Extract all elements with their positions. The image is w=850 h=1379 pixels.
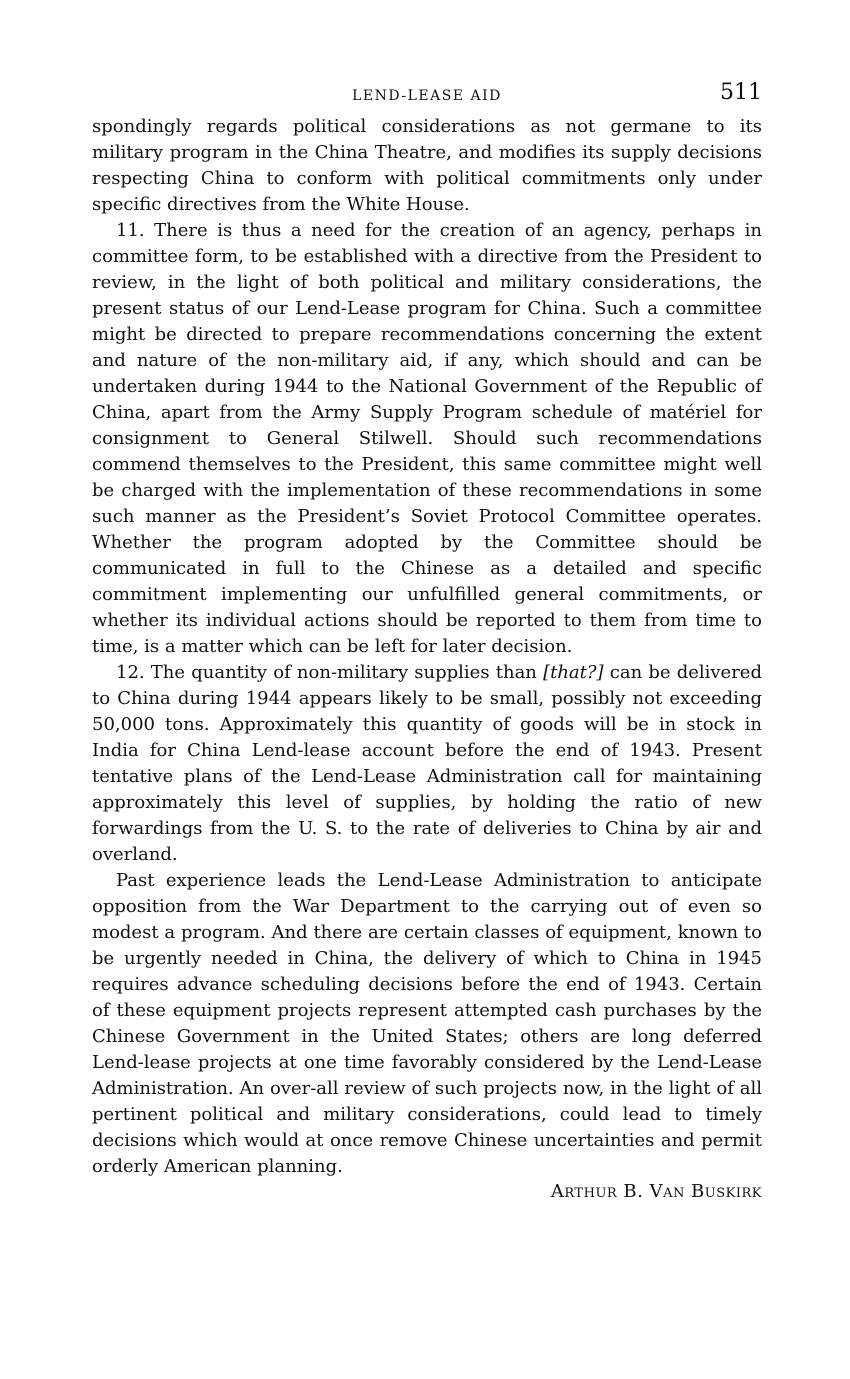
paragraph-12	[92, 660, 762, 868]
document-page	[92, 80, 762, 1204]
author-signature: Arthur B. Van Buskirk	[550, 1181, 762, 1202]
body-text	[92, 114, 762, 1204]
paragraph-12-editorial-insertion: [that?]	[543, 662, 604, 683]
paragraph-continuation: spondingly regards political considerations as not germane to its military program in the China Theatre, and modifies its supply decisions respecting China to conform with political commitments only under specific directives from the White House.	[92, 116, 762, 215]
paragraph-12-text-after: can be delivered to China during 1944 appears likely to be small, possibly not exceeding 50,000 tons. Approximately this quantity of goods will be in stock in India for China Lend-lease account before the end of 1943. Present tentative plans of the Lend-Lease Administration call for maintaining approximately this level of supplies, by holding the ratio of new forwardings from the U. S. to the rate of deliveries to China by air and overland.	[92, 662, 762, 865]
running-title: LEND-LEASE AID	[352, 88, 502, 104]
page-number: 511	[720, 80, 762, 105]
paragraph-past-experience: Past experience leads the Lend-Lease Administration to anticipate opposition from the War Department to the carrying out of even so modest a program. And there are certain classes of equipment, known to be urgently needed in China, the delivery of which to China in 1945 requires advance scheduling decisions before the end of 1943. Certain of these equipment projects represent attempted cash purchases by the Chinese Government in the United States; others are long deferred Lend-lease projects at one time favorably considered by the Lend-Lease Administration. An over-all review of such projects now, in the light of all pertinent political and military considerations, could lead to timely decisions which would at once remove Chinese uncertainties and permit orderly American planning.	[92, 870, 762, 1177]
running-head	[92, 80, 762, 114]
paragraph-12-text-before: 12. The quantity of non-military supplies than	[116, 662, 544, 683]
paragraph-11: 11. There is thus a need for the creation of an agency, perhaps in committee form, to be established with a directive from the President to review, in the light of both political and military considerations, the present status of our Lend-Lease program for China. Such a committee might be directed to prepare recommendations concerning the extent and nature of the non-military aid, if any, which should and can be undertaken during 1944 to the National Government of the Republic of China, apart from the Army Supply Program schedule of matériel for consignment to General Stilwell. Should such recommendations commend themselves to the President, this same committee might well be charged with the implementation of these recommendations in some such manner as the President’s Soviet Protocol Committee operates. Whether the program adopted by the Committee should be communicated in full to the Chinese as a detailed and specific commitment implementing our unfulfilled general commitments, or whether its individual actions should be reported to them from time to time, is a matter which can be left for later decision.	[92, 220, 762, 657]
